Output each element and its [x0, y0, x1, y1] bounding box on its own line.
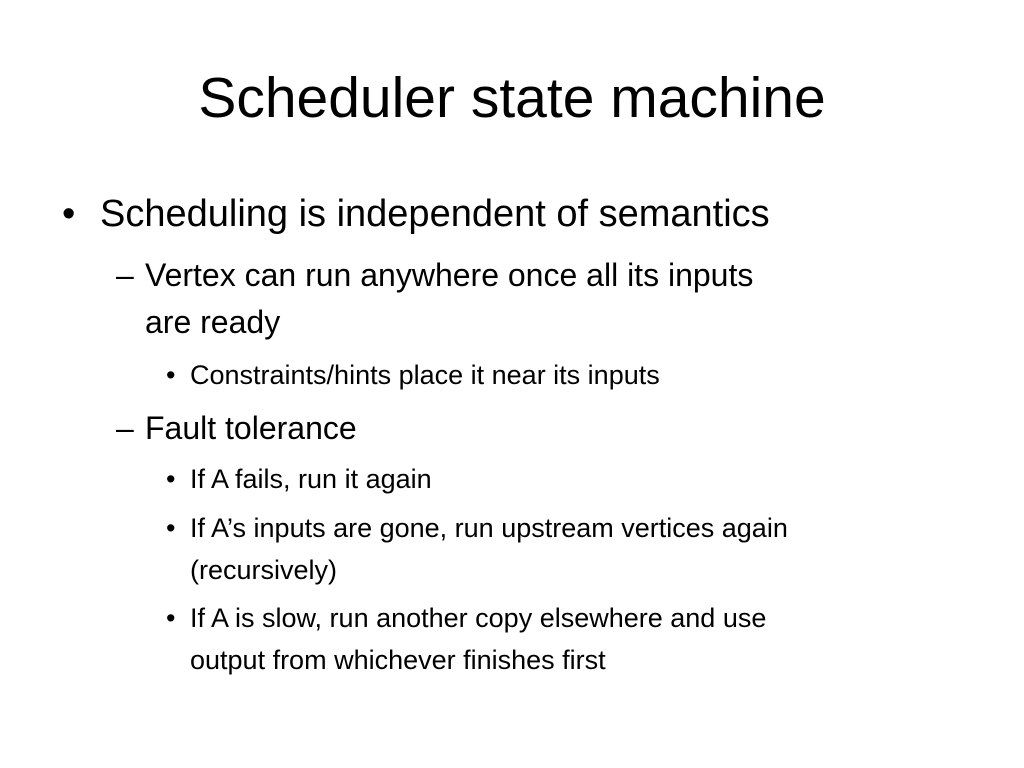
sub-bullet-text-continuation: are ready: [145, 304, 281, 340]
dash-marker: –: [116, 410, 134, 446]
sub-sub-bullet-text: If A’s inputs are gone, run upstream vertices again: [190, 513, 788, 543]
bullet-marker: •: [62, 193, 76, 235]
sub-bullet-text: Vertex can run anywhere once all its inputs: [145, 257, 754, 293]
sub-bullet-text: Fault tolerance: [145, 410, 357, 446]
bullet-marker: •: [166, 464, 176, 494]
sub-sub-bullet-text: Constraints/hints place it near its inputs: [190, 360, 660, 390]
bullet-marker: •: [166, 513, 176, 543]
bullet-text: Scheduling is independent of semantics: [100, 193, 770, 235]
bullet-marker: •: [166, 360, 176, 390]
bullet-marker: •: [166, 603, 176, 633]
slide-title: Scheduler state machine: [198, 66, 826, 130]
sub-sub-bullet-text: If A fails, run it again: [190, 464, 432, 494]
sub-sub-bullet-text: If A is slow, run another copy elsewhere and use: [190, 603, 767, 633]
dash-marker: –: [116, 257, 134, 293]
sub-sub-bullet-text-continuation: output from whichever finishes first: [190, 645, 606, 675]
sub-sub-bullet-text-continuation: (recursively): [190, 555, 338, 585]
